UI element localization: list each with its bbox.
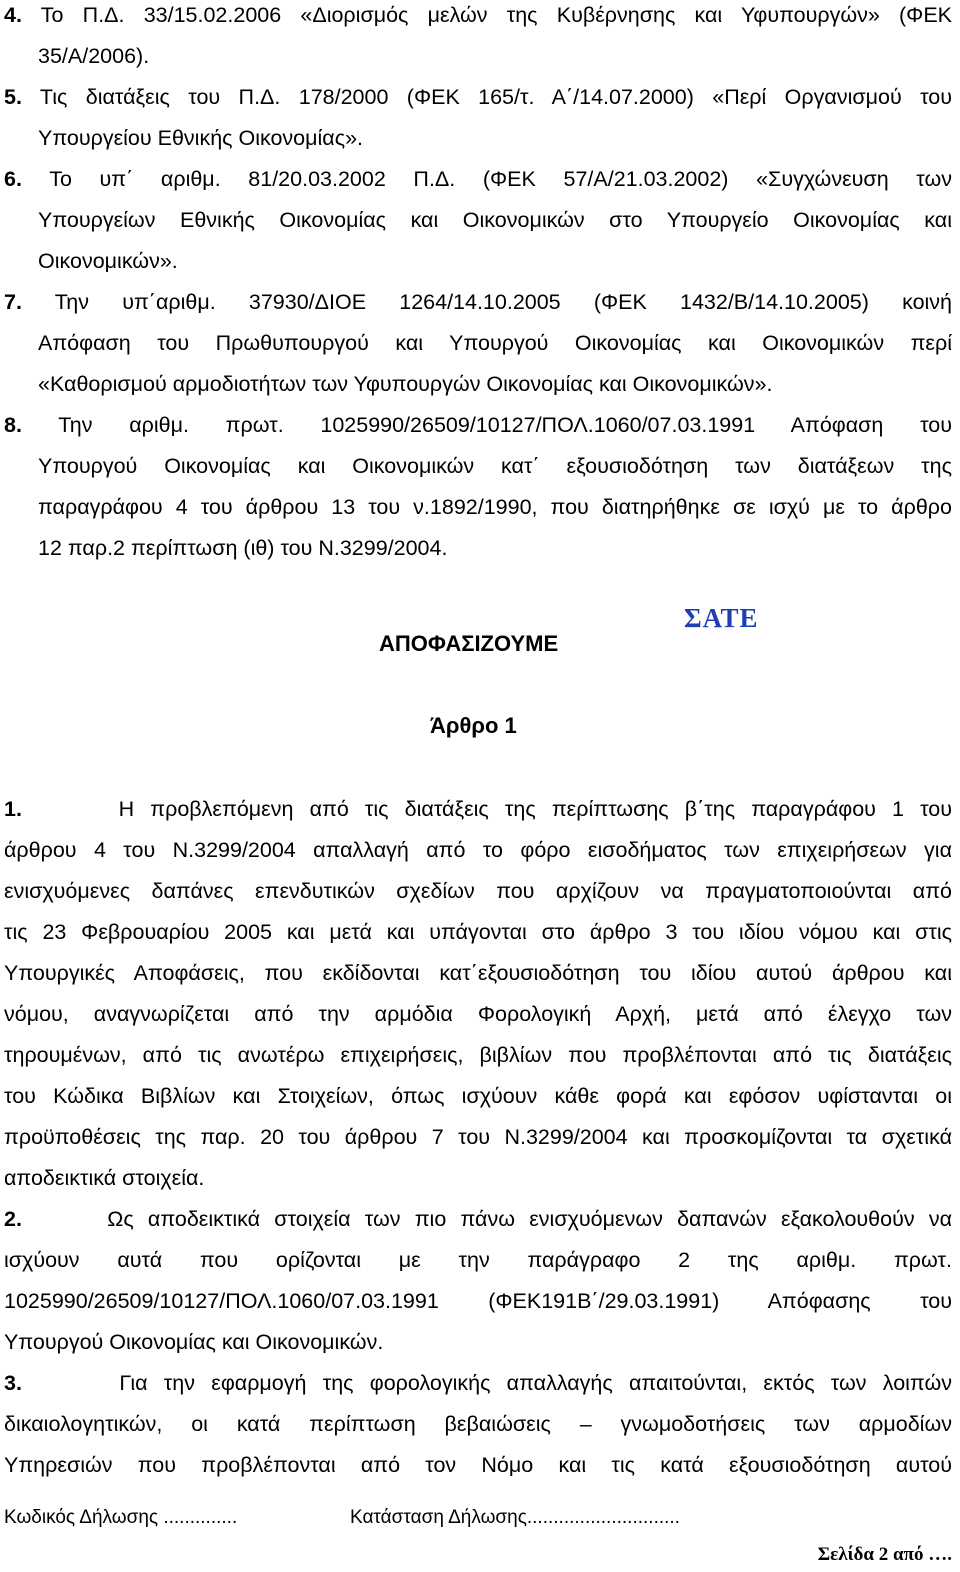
paragraph-1-line-2: άρθρου 4 του Ν.3299/2004 απαλλαγή από το φόρο εισοδήματος των επιχειρήσεων για: [4, 838, 952, 862]
recital-8-line-1: [4, 410, 952, 440]
recital-7-number: 7.: [4, 290, 22, 314]
recital-8-line-3: παραγράφου 4 του άρθρου 13 του ν.1892/1990, που διατηρήθηκε σε ισχύ με το άρθρο: [38, 495, 952, 519]
paragraph-1-line-10: αποδεικτικά στοιχεία.: [4, 1166, 205, 1190]
paragraph-1-line-4: τις 23 Φεβρουαρίου 2005 και μετά και υπάγονται στο άρθρο 3 του ιδίου νόμου και στις: [4, 920, 952, 944]
recital-6-line-3: Οικονομικών».: [38, 249, 178, 273]
recital-8-number: 8.: [4, 413, 22, 437]
sate-stamp: ΣΑΤΕ: [684, 603, 759, 633]
paragraph-2-text-1: Ως αποδεικτικά στοιχεία των πιο πάνω ενισχυόμενων δαπανών εξακολουθούν να: [107, 1207, 952, 1231]
paragraph-1-number: 1.: [4, 797, 22, 821]
recital-6-number: 6.: [4, 167, 22, 191]
paragraph-1-line-8: του Κώδικα Βιβλίων και Στοιχείων, όπως ισχύουν κάθε φορά και εφόσον υφίστανται οι: [4, 1084, 952, 1108]
recital-7-text-1: Την υπ΄αριθμ. 37930/ΔΙΟΕ 1264/14.10.2005 (ΦΕΚ 1432/Β/14.10.2005) κοινή: [54, 290, 952, 314]
paragraph-1-line-9: προϋποθέσεις της παρ. 20 του άρθρου 7 του Ν.3299/2004 και προσκομίζονται τα σχετικά: [4, 1125, 952, 1149]
paragraph-2-number: 2.: [4, 1207, 22, 1231]
declaration-code-field: Κωδικός Δήλωσης ..............: [4, 1507, 238, 1528]
paragraph-2-line-4: Υπουργού Οικονομίας και Οικονομικών.: [4, 1330, 384, 1354]
paragraph-1-line-5: Υπουργικές Αποφάσεις, που εκδίδονται κατ΄εξουσιοδότηση του ιδίου αυτού άρθρου και: [4, 961, 952, 985]
recital-5-text-1: Τις διατάξεις του Π.Δ. 178/2000 (ΦΕΚ 165/τ. Α΄/14.07.2000) «Περί Οργανισμού του: [39, 85, 952, 109]
decision-heading: ΑΠΟΦΑΣΙΖΟΥΜΕ: [379, 631, 559, 656]
article-title: Άρθρο 1: [430, 713, 517, 738]
recital-5-line-2: Υπουργείου Εθνικής Οικονομίας».: [38, 126, 364, 150]
recital-7-line-3: «Καθορισμού αρμοδιοτήτων των Υφυπουργών Οικονομίας και Οικονομικών».: [38, 372, 773, 396]
page-number: Σελίδα 2 από ….: [817, 1544, 952, 1565]
recital-8-line-2: Υπουργού Οικονομίας και Οικονομικών κατ΄ εξουσιοδότηση των διατάξεων της: [38, 454, 952, 478]
recital-6-line-2: Υπουργείων Εθνικής Οικονομίας και Οικονομικών στο Υπουργείο Οικονομίας και: [38, 208, 952, 232]
paragraph-1-line-7: τηρουμένων, από τις ανωτέρω επιχειρήσεις, βιβλίων που προβλέπονται από τις διατάξεις: [4, 1043, 952, 1067]
recital-4-text-1: Το Π.Δ. 33/15.02.2006 «Διορισμός μελών της Κυβέρνησης και Υφυπουργών» (ΦΕΚ: [40, 3, 952, 27]
recital-6-text-1: Το υπ΄ αριθμ. 81/20.03.2002 Π.Δ. (ΦΕΚ 57/Α/21.03.2002) «Συγχώνευση των: [49, 167, 952, 191]
paragraph-3-line-3: Υπηρεσιών που προβλέπονται από τον Νόμο και τις κατά εξουσιοδότηση αυτού: [4, 1453, 952, 1477]
paragraph-2-line-3: 1025990/26509/10127/ΠΟΛ.1060/07.03.1991 (ΦΕΚ191Β΄/29.03.1991) Απόφασης του: [4, 1289, 952, 1313]
paragraph-1-text-1: Η προβλεπόμενη από τις διατάξεις της περίπτωσης β΄της παραγράφου 1 του: [118, 797, 952, 821]
paragraph-3-number: 3.: [4, 1371, 22, 1395]
paragraph-3-text-1: Για την εφαρμογή της φορολογικής απαλλαγής απαιτούνται, εκτός των λοιπών: [119, 1371, 952, 1395]
paragraph-3-line-1: [4, 1368, 952, 1398]
recital-4-line-2: 35/Α/2006).: [38, 44, 150, 68]
recital-6-line-1: [4, 164, 952, 194]
paragraph-2-line-2: ισχύουν αυτά που ορίζονται με την παράγραφο 2 της αριθμ. πρωτ.: [4, 1248, 952, 1272]
paragraph-1-line-6: νόμου, αναγνωρίζεται από την αρμόδια Φορολογική Αρχή, μετά από έλεγχο των: [4, 1002, 952, 1026]
recital-4-number: 4.: [4, 3, 22, 27]
recital-7-line-1: [4, 287, 952, 317]
recital-7-line-2: Απόφαση του Πρωθυπουργού και Υπουργού Οικονομίας και Οικονομικών περί: [38, 331, 952, 355]
declaration-status-field: Κατάσταση Δήλωσης.............................: [350, 1507, 680, 1528]
paragraph-2-line-1: [4, 1204, 952, 1234]
recital-8-text-1: Την αριθμ. πρωτ. 1025990/26509/10127/ΠΟΛ.1060/07.03.1991 Απόφαση του: [58, 413, 952, 437]
recital-4-line-1: [4, 0, 952, 30]
recital-5-line-1: [4, 82, 952, 112]
recital-5-number: 5.: [4, 85, 22, 109]
paragraph-1-line-3: ενισχυόμενες δαπάνες επενδυτικών σχεδίων που αρχίζουν να πραγματοποιούνται από: [4, 879, 952, 903]
recital-8-line-4: 12 παρ.2 περίπτωση (ιθ) του Ν.3299/2004.: [38, 536, 448, 560]
paragraph-3-line-2: δικαιολογητικών, οι κατά περίπτωση βεβαιώσεις – γνωμοδοτήσεις των αρμοδίων: [4, 1412, 952, 1436]
paragraph-1-line-1: [4, 794, 952, 824]
